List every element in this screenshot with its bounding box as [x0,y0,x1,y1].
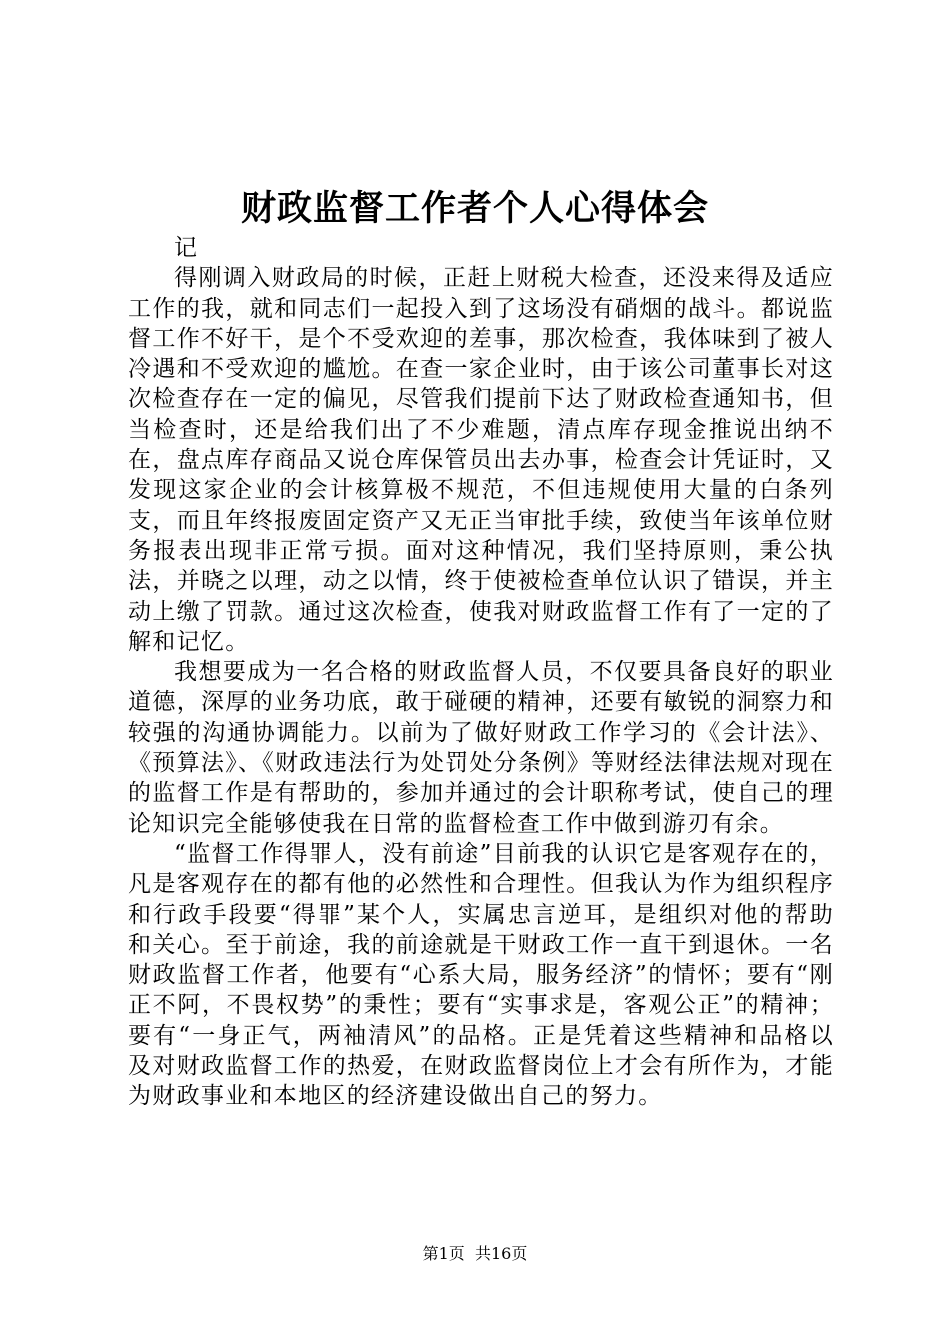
paragraph-3: 我想要成为一名合格的财政监督人员，不仅要具备良好的职业道德，深厚的业务功底，敢于碰硬的精神，还要有敏锐的洞察力和较强的沟通协调能力。以前为了做好财政工作学习的《会计法》、《预算法》、《财政违法行为处罚处分条例》等财经法律法规对现在的监督工作是有帮助的，参加并通过的会计职称考试，使自己的理论知识完全能够使我在日常的监督检查工作中做到游刃有余。 [128,659,834,837]
paragraph-1: 记 [174,235,199,261]
document-title: 财政监督工作者个人心得体会 [240,188,709,229]
footer-gap [465,1244,475,1263]
page-total: 共16页 [474,1244,528,1263]
paragraph-4: “监督工作得罪人，没有前途”目前我的认识它是客观存在的，凡是客观存在的都有他的必然性和合理性。但我认为作为组织程序和行政手段要“得罪”某个人，实属忠言逆耳，是组织对他的帮助和关心。至于前途，我的前途就是干财政工作一直干到退休。一名财政监督工作者，他要有“心系大局，服务经济”的情怀；要有“刚正不阿，不畏权势”的秉性；要有“实事求是，客观公正”的精神；要有“一身正气，两袖清风”的品格。正是凭着这些精神和品格以及对财政监督工作的热爱，在财政监督岗位上才会有所作为，才能为财政事业和本地区的经济建设做出自己的努力。 [128,840,834,1110]
document-body [128,233,834,1112]
page-footer [0,1243,950,1265]
paragraph-2: 得刚调入财政局的时候，正赶上财税大检查，还没来得及适应工作的我，就和同志们一起投入到了这场没有硝烟的战斗。都说监督工作不好干，是个不受欢迎的差事，那次检查，我体味到了被人冷遇和不受欢迎的尴尬。在查一家企业时，由于该公司董事长对这次检查存在一定的偏见，尽管我们提前下达了财政检查通知书，但当检查时，还是给我们出了不少难题，清点库存现金推说出纳不在，盘点库存商品又说仓库保管员出去办事，检查会计凭证时，又发现这家企业的会计核算极不规范，不但违规使用大量的白条列支，而且年终报废固定资产又无正当审批手续，致使当年该单位财务报表出现非正常亏损。面对这种情况，我们坚持原则，秉公执法，并晓之以理，动之以情，终于使被检查单位认识了错误，并主动上缴了罚款。通过这次检查，使我对财政监督工作有了一定的了解和记忆。 [128,265,834,655]
page-number: 第1页 [422,1244,465,1263]
